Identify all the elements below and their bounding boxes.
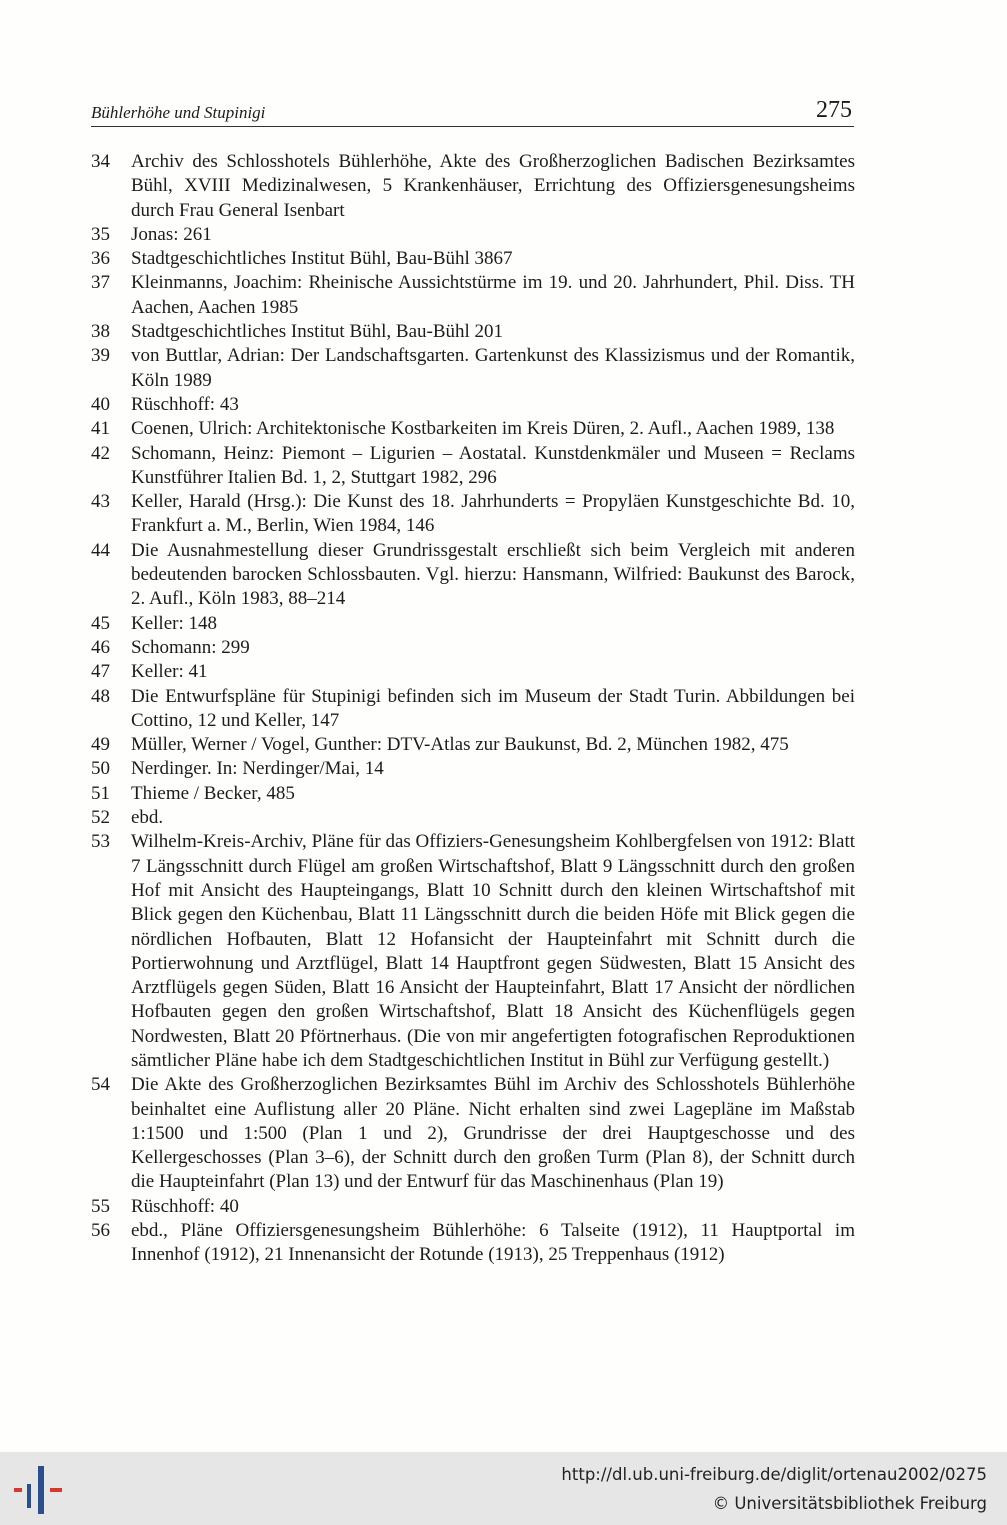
endnote-number: 37 xyxy=(91,272,110,294)
endnote-number: 35 xyxy=(91,223,110,245)
endnote-text: Kleinmanns, Joachim: Rheinische Aussichtstürme im 19. und 20. Jahrhundert, Phil. Diss. TH Aachen, Aachen 1985 xyxy=(131,272,855,318)
endnote xyxy=(91,393,855,417)
endnote xyxy=(91,247,855,271)
endnote xyxy=(91,223,855,247)
endnote-number: 48 xyxy=(91,685,110,707)
endnote xyxy=(91,830,855,1073)
endnote-text: ebd. xyxy=(131,807,164,829)
endnote xyxy=(91,417,855,441)
endnote-text: Coenen, Ulrich: Architektonische Kostbarkeiten im Kreis Düren, 2. Aufl., Aachen 1989, 138 xyxy=(131,418,835,440)
endnote-number: 47 xyxy=(91,661,110,683)
endnote xyxy=(91,320,855,344)
endnote-number: 55 xyxy=(91,1195,110,1217)
viewer-footer xyxy=(0,1452,1007,1525)
endnote-number: 34 xyxy=(91,151,110,172)
endnote-number: 50 xyxy=(91,758,110,780)
endnote-text: Die Entwurfspläne für Stupinigi befinden sich im Museum der Stadt Turin. Abbildungen bei Cottino, 12 und Keller, 147 xyxy=(131,685,855,731)
endnote-number: 54 xyxy=(91,1074,110,1096)
endnote-number: 39 xyxy=(91,345,110,367)
endnote-text: Schomann: 299 xyxy=(131,636,250,658)
endnotes-list xyxy=(91,150,855,1268)
endnote-text: Stadtgeschichtliches Institut Bühl, Bau-Bühl 201 xyxy=(131,321,504,343)
endnote-number: 41 xyxy=(91,418,110,440)
endnote-number: 36 xyxy=(91,248,110,270)
endnote-text: Archiv des Schlosshotels Bühlerhöhe, Akte des Großherzoglichen Badischen Bezirksamtes Bühl, XVIII Medizinalwesen, 5 Krankenhäuser, Errichtung des Offiziersgenesungsheims durch Frau General Isenbart xyxy=(131,151,855,221)
endnote xyxy=(91,685,855,734)
endnote-text: von Buttlar, Adrian: Der Landschaftsgarten. Gartenkunst des Klassizismus und der Romantik, Köln 1989 xyxy=(131,345,855,391)
copyright-notice: © Universitätsbibliothek Freiburg xyxy=(712,1494,987,1513)
endnote-text: Keller: 148 xyxy=(131,612,218,634)
endnote-number: 46 xyxy=(91,636,110,658)
endnote-text: Keller, Harald (Hrsg.): Die Kunst des 18. Jahrhunderts = Propyläen Kunstgeschichte Bd. 10, Frankfurt a. M., Berlin, Wien 1984, 146 xyxy=(131,491,855,537)
endnote-text: Schomann, Heinz: Piemont – Ligurien – Aostatal. Kunstdenkmäler und Museen = Reclams Kunstführer Italien Bd. 1, 2, Stuttgart 1982, 296 xyxy=(131,442,855,488)
endnote-number: 51 xyxy=(91,782,110,804)
endnote-number: 38 xyxy=(91,321,110,343)
ub-freiburg-logo-icon xyxy=(14,1462,64,1516)
endnote-number: 44 xyxy=(91,539,110,561)
page-number: 275 xyxy=(816,97,852,123)
endnote xyxy=(91,344,855,393)
endnote-number: 43 xyxy=(91,491,110,513)
endnote-number: 49 xyxy=(91,734,110,756)
endnote xyxy=(91,1219,855,1268)
endnote-text: Müller, Werner / Vogel, Gunther: DTV-Atlas zur Baukunst, Bd. 2, München 1982, 475 xyxy=(131,734,789,756)
endnote xyxy=(91,782,855,806)
page-header xyxy=(91,92,854,127)
endnote xyxy=(91,806,855,830)
endnote xyxy=(91,1195,855,1219)
endnote-number: 42 xyxy=(91,442,110,464)
endnote xyxy=(91,1073,855,1194)
endnote-text: Die Ausnahmestellung dieser Grundrissgestalt erschließt sich beim Vergleich mit anderen bedeutenden barocken Schlossbauten. Vgl. hierzu: Hansmann, Wilfried: Baukunst des Barock, 2. Aufl., Köln 1983, 88–214 xyxy=(131,539,855,610)
endnote-text: Jonas: 261 xyxy=(131,223,212,245)
endnote-text: Wilhelm-Kreis-Archiv, Pläne für das Offiziers-Genesungsheim Kohlbergfelsen von 1912: Blatt 7 Längsschnitt durch Flügel am großen Wirtschaftshof, Blatt 9 Längsschnitt durch den großen Hof mit Ansicht des Haupteingangs, Blatt 10 Schnitt durch den kleinen Wirtschaftshof mit Blick gegen den Küchenbau, Blatt 11 Längsschnitt durch die beiden Höfe mit Blick gegen die nördlichen Hofbauten, Blatt 12 Hofansicht der Haupteinfahrt mit Schnitt durch die Portierwohnung und Arztflügel, Blatt 14 Hauptfront gegen Südwesten, Blatt 15 Ansicht des Arztflügels gegen Süden, Blatt 16 Ansicht der Haupteinfahrt, Blatt 17 Ansicht der nördlichen Hofbauten gegen den großen Wirtschaftshof, Blatt 18 Ansicht des Küchenflügels gegen Nordwesten, Blatt 20 Pförtnerhaus. (Die von mir angefertigten fotografischen Reproduktionen sämtlicher Pläne habe ich dem Stadtgeschichtlichen Institut in Bühl zur Verfügung gestellt.) xyxy=(131,831,855,1071)
endnote-number: 53 xyxy=(91,831,110,853)
endnote-text: Rüschhoff: 43 xyxy=(131,393,239,415)
endnote xyxy=(91,612,855,636)
endnote xyxy=(91,539,855,612)
endnote-number: 40 xyxy=(91,393,110,415)
endnote xyxy=(91,636,855,660)
endnote-text: Die Akte des Großherzoglichen Bezirksamtes Bühl im Archiv des Schlosshotels Bühlerhöhe beinhaltet eine Auflistung aller 20 Pläne. Nicht erhalten sind zwei Lagepläne im Maßstab 1:1500 und 1:500 (Plan 1 und 2), Grundrisse der drei Hauptgeschosse und des Kellergeschosses (Plan 3–6), der Schnitt durch den großen Turm (Plan 8), der Schnitt durch die Haupteinfahrt (Plan 13) und der Entwurf für das Maschinenhaus (Plan 19) xyxy=(131,1074,855,1193)
endnote xyxy=(91,271,855,320)
endnote xyxy=(91,757,855,781)
endnote-text: Rüschhoff: 40 xyxy=(131,1195,239,1217)
endnote-text: Keller: 41 xyxy=(131,661,208,683)
endnote-text: Thieme / Becker, 485 xyxy=(131,782,295,804)
endnote-text: Stadtgeschichtliches Institut Bühl, Bau-Bühl 3867 xyxy=(131,248,513,270)
endnote-text: Nerdinger. In: Nerdinger/Mai, 14 xyxy=(131,758,384,780)
endnote xyxy=(91,490,855,539)
endnote xyxy=(91,733,855,757)
endnote-number: 56 xyxy=(91,1220,110,1242)
endnote-text: ebd., Pläne Offiziersgenesungsheim Bühlerhöhe: 6 Talseite (1912), 11 Hauptportal im Innenhof (1912), 21 Innenansicht der Rotunde (1913), 25 Treppenhaus (1912) xyxy=(131,1220,855,1266)
endnote xyxy=(91,442,855,491)
endnote-number: 52 xyxy=(91,807,110,829)
endnote xyxy=(91,150,855,223)
permalink-link[interactable]: http://dl.ub.uni-freiburg.de/diglit/ortenau2002/0275 xyxy=(561,1465,987,1484)
running-head: Bühlerhöhe und Stupinigi xyxy=(91,103,266,122)
endnote-number: 45 xyxy=(91,612,110,634)
endnote xyxy=(91,660,855,684)
